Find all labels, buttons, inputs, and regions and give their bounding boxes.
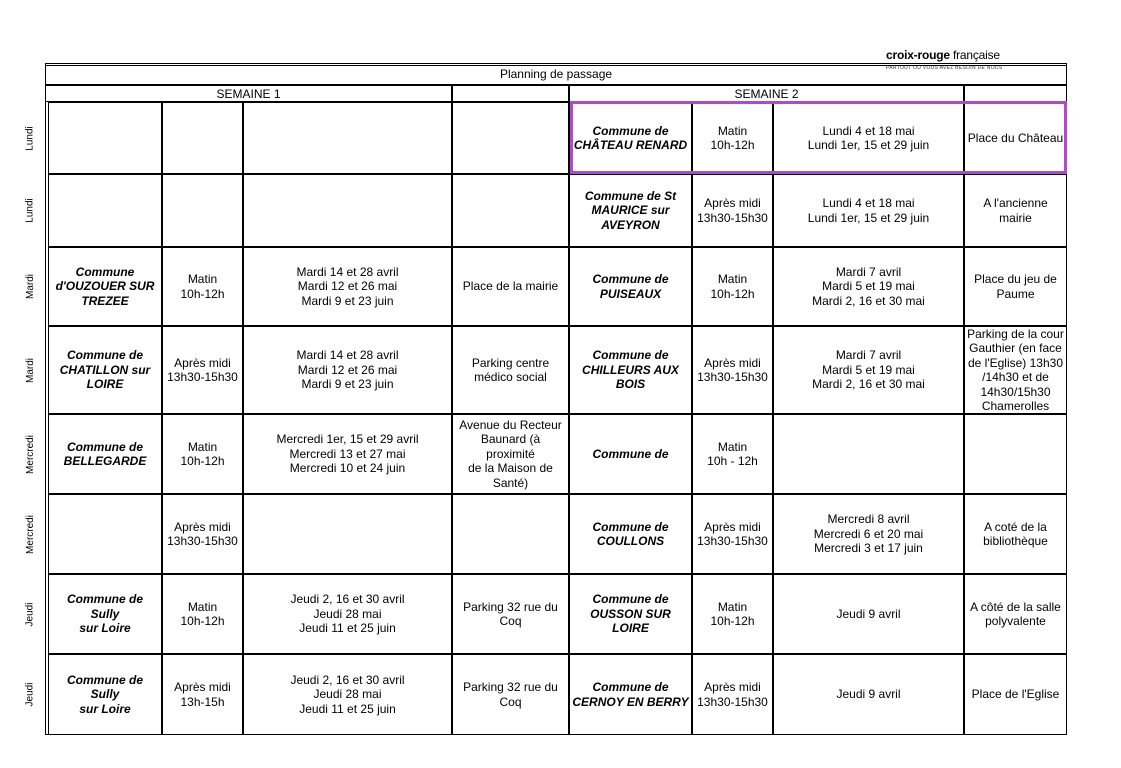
week1-lieu-cell: Parking 32 rue du Coq <box>452 654 569 735</box>
week2-commune-cell: Commune de <box>569 414 692 494</box>
day-label: Mercredi <box>24 514 36 554</box>
week2-lieu-cell: A côté de la salle polyvalente <box>964 574 1067 654</box>
brand-tagline: PARTOUT OU VOUS AVEZ BESOIN DE NOUS <box>886 65 1003 71</box>
week1-header-spacer <box>452 85 569 102</box>
week2-lieu-cell: A coté de la bibliothèque <box>964 494 1067 574</box>
week2-horaire-cell: Matin 10h - 12h <box>692 414 773 494</box>
week1-lieu-cell: Parking centre médico social <box>452 326 569 414</box>
planning-title: Planning de passage <box>45 65 1067 85</box>
week1-dates-cell <box>243 102 452 174</box>
week1-dates-cell: Jeudi 2, 16 et 30 avril Jeudi 28 mai Jeudi 11 et 25 juin <box>243 574 452 654</box>
week2-lieu-cell: A l'ancienne mairie <box>964 174 1067 247</box>
week1-header: SEMAINE 1 <box>45 85 452 102</box>
week2-dates-cell: Jeudi 9 avril <box>773 654 964 735</box>
week1-dates-cell: Mardi 14 et 28 avril Mardi 12 et 26 mai Mardi 9 et 23 juin <box>243 326 452 414</box>
week2-horaire-cell: Matin 10h-12h <box>692 102 773 174</box>
week1-commune-cell: Commune d'OUZOUER SUR TREZEE <box>48 247 162 326</box>
day-label: Jeudi <box>24 682 36 707</box>
week1-lieu-cell: Place de la mairie <box>452 247 569 326</box>
week2-horaire-cell: Après midi 13h30-15h30 <box>692 494 773 574</box>
week2-dates-cell: Mardi 7 avril Mardi 5 et 19 mai Mardi 2, 16 et 30 mai <box>773 326 964 414</box>
day-label: Mardi <box>24 357 36 383</box>
day-label: Lundi <box>24 198 36 223</box>
week1-horaire-cell: Après midi 13h30-15h30 <box>162 494 243 574</box>
week1-lieu-cell <box>452 494 569 574</box>
week2-horaire-cell: Matin 10h-12h <box>692 574 773 654</box>
week2-dates-cell <box>773 414 964 494</box>
day-label: Mardi <box>24 273 36 300</box>
week2-header: SEMAINE 2 <box>569 85 964 102</box>
week2-commune-cell: Commune de CHÂTEAU RENARD <box>569 102 692 174</box>
week1-commune-cell: Commune de Sully sur Loire <box>48 574 162 654</box>
week1-commune-cell <box>48 102 162 174</box>
week2-lieu-cell: Place de l'Eglise <box>964 654 1067 735</box>
week2-commune-cell: Commune de OUSSON SUR LOIRE <box>569 574 692 654</box>
week2-dates-cell: Jeudi 9 avril <box>773 574 964 654</box>
week1-commune-cell: Commune de BELLEGARDE <box>48 414 162 494</box>
week1-lieu-cell <box>452 102 569 174</box>
week1-dates-cell: Mardi 14 et 28 avril Mardi 12 et 26 mai Mardi 9 et 23 juin <box>243 247 452 326</box>
brand-name: croix-rouge française <box>886 48 1000 62</box>
week1-commune-cell: Commune de CHATILLON sur LOIRE <box>48 326 162 414</box>
week1-horaire-cell: Après midi 13h-15h <box>162 654 243 735</box>
week1-horaire-cell <box>162 102 243 174</box>
week1-dates-cell: Mercredi 1er, 15 et 29 avril Mercredi 13 et 27 mai Mercredi 10 et 24 juin <box>243 414 452 494</box>
week1-commune-cell <box>48 174 162 247</box>
week2-commune-cell: Commune de St MAURICE sur AVEYRON <box>569 174 692 247</box>
week2-lieu-cell: Parking de la cour Gauthier (en face de l'Eglise) 13h30 /14h30 et de 14h30/15h30 Chamerolles <box>964 326 1067 414</box>
week2-dates-cell: Mercredi 8 avril Mercredi 6 et 20 mai Mercredi 3 et 17 juin <box>773 494 964 574</box>
week1-horaire-cell: Après midi 13h30-15h30 <box>162 326 243 414</box>
week1-commune-cell <box>48 494 162 574</box>
week1-horaire-cell: Matin 10h-12h <box>162 414 243 494</box>
week2-dates-cell: Lundi 4 et 18 mai Lundi 1er, 15 et 29 juin <box>773 174 964 247</box>
week2-commune-cell: Commune de CERNOY EN BERRY <box>569 654 692 735</box>
week1-lieu-cell: Parking 32 rue du Coq <box>452 574 569 654</box>
week2-horaire-cell: Matin 10h-12h <box>692 247 773 326</box>
week2-dates-cell: Lundi 4 et 18 mai Lundi 1er, 15 et 29 juin <box>773 102 964 174</box>
week2-lieu-cell: Place du jeu de Paume <box>964 247 1067 326</box>
week2-commune-cell: Commune de COULLONS <box>569 494 692 574</box>
week1-horaire-cell: Matin 10h-12h <box>162 247 243 326</box>
week1-commune-cell: Commune de Sully sur Loire <box>48 654 162 735</box>
week1-horaire-cell: Matin 10h-12h <box>162 574 243 654</box>
week1-lieu-cell <box>452 174 569 247</box>
week2-commune-cell: Commune de PUISEAUX <box>569 247 692 326</box>
week1-horaire-cell <box>162 174 243 247</box>
week2-lieu-cell <box>964 414 1067 494</box>
week1-dates-cell: Jeudi 2, 16 et 30 avril Jeudi 28 mai Jeudi 11 et 25 juin <box>243 654 452 735</box>
week2-lieu-cell: Place du Château <box>964 102 1067 174</box>
day-label: Lundi <box>24 125 36 151</box>
week1-dates-cell <box>243 174 452 247</box>
week1-dates-cell <box>243 494 452 574</box>
week2-horaire-cell: Après midi 13h30-15h30 <box>692 654 773 735</box>
day-label: Mercredi <box>24 434 36 474</box>
week2-header-spacer <box>964 85 1067 102</box>
week2-horaire-cell: Après midi 13h30-15h30 <box>692 174 773 247</box>
week2-horaire-cell: Après midi 13h30-15h30 <box>692 326 773 414</box>
week2-dates-cell: Mardi 7 avril Mardi 5 et 19 mai Mardi 2, 16 et 30 mai <box>773 247 964 326</box>
week2-commune-cell: Commune de CHILLEURS AUX BOIS <box>569 326 692 414</box>
day-label: Jeudi <box>24 602 36 626</box>
week1-lieu-cell: Avenue du Recteur Baunard (à proximité de la Maison de Santé) <box>452 414 569 494</box>
